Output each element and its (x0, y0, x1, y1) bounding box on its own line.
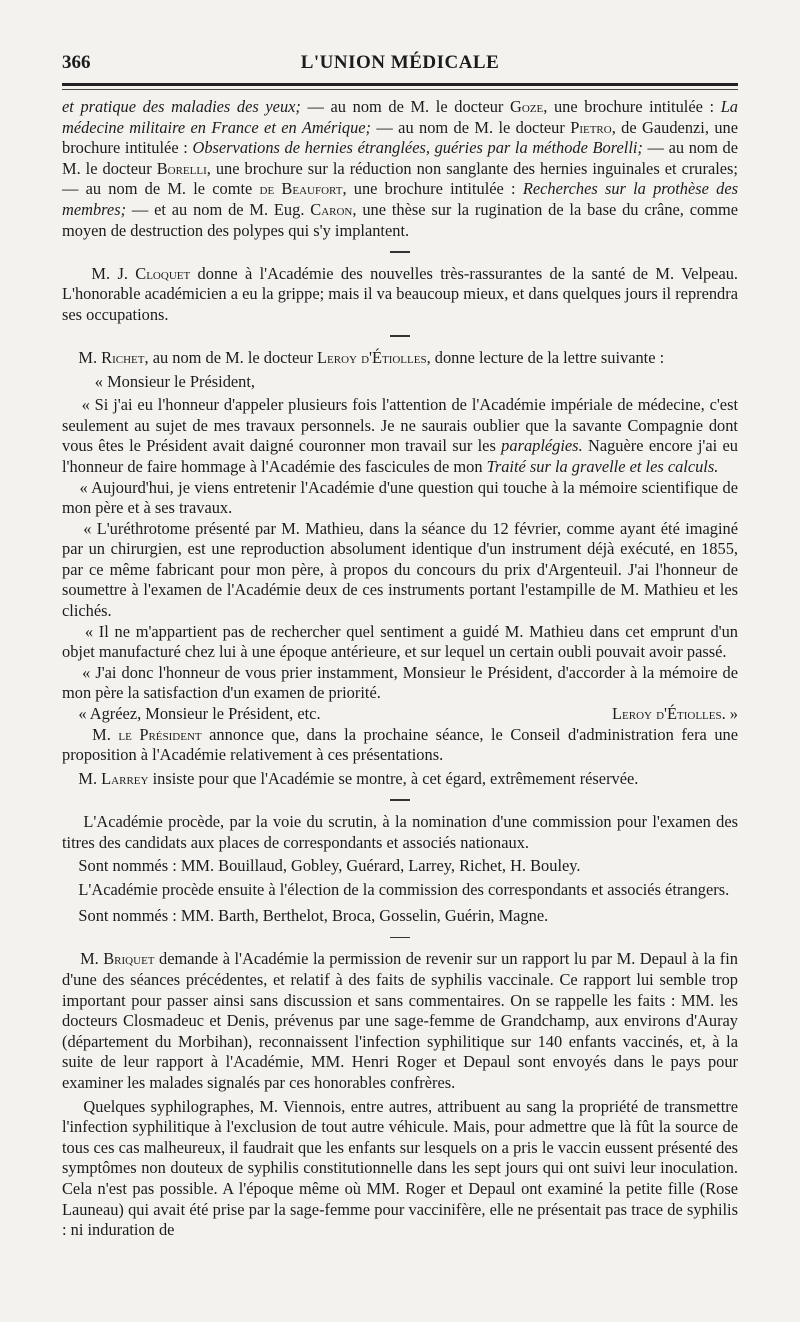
journal-title: L'UNION MÉDICALE (300, 52, 500, 73)
section-separator (390, 251, 410, 253)
paragraph-named-national: Sont nommés : MM. Bouillaud, Gobley, Guérard, Larrey, Richet, H. Bouley. (78, 856, 581, 876)
section-separator (390, 937, 410, 939)
letter-salutation: « Monsieur le Président, (94, 371, 256, 391)
letter-closing: « Agréez, Monsieur le Président, etc. (78, 704, 321, 724)
section-separator (390, 335, 410, 337)
section-separator (390, 799, 410, 801)
letter-paragraph: « J'ai donc l'honneur de vous prier instamment, Monsieur le Président, d'accorder à la mémoire de mon père la satisfaction d'un examen de priorité. (62, 662, 738, 703)
paragraph-richet: M. Richet, au nom de M. le docteur Leroy d'Étiolles, donne lecture de la lettre suivante : (78, 347, 665, 367)
paragraph-election-national: L'Académie procède, par la voie du scrutin, à la nomination d'une commission pour l'examen des titres des candidats aux places de correspondants et associés nationaux. (62, 811, 738, 852)
paragraph-cloquet: M. J. Cloquet donne à l'Académie des nouvelles très-rassurantes de la santé de M. Velpeau. L'honorable académicien a eu la grippe; mais il va beaucoup mieux, et dans quelques jours il reprendra ses occupations. (62, 263, 739, 324)
paragraph-donations: et pratique des maladies des yeux; — au nom de M. le docteur Goze, une brochure intitulée : La médecine militaire en France et en Amérique; — au nom de M. le docteur Pietro, de Gaudenzi, une brochure intitulée : Observations de hernies étranglées, guéries par la méthode Borelli; — au nom de M. le docteur Borelli, une brochure sur la réduction non sanglante des hernies inguinales et crurales; — au nom de M. le comte de Beaufort, une brochure intitulée : Recherches sur la prothèse des membres; — et au nom de M. Eug. Caron, une thèse sur la rugination de la base du crâne, comme moyen de destruction des polypes qui s'y implantent. (62, 97, 738, 240)
page-number: 366 (62, 52, 91, 73)
paragraph-election-foreign: L'Académie procède ensuite à l'élection de la commission des correspondants et associés étrangers. (78, 879, 730, 899)
letter-closing-line (62, 704, 738, 725)
letter-paragraph: « Si j'ai eu l'honneur d'appeler plusieurs fois l'attention de l'Académie impériale de médecine, c'est seulement au sujet de mes travaux personnels. Je ne saurais oublier que la savante Compagnie dont vous êtes le Président avait daigné couronner mon travail sur les paraplégies. Naguère encore j'ai eu l'honneur de faire hommage à l'Académie des fascicules de mon Traité sur la gravelle et les calculs. (62, 395, 739, 476)
letter-paragraph: « Il ne m'appartient pas de rechercher quel sentiment a guidé M. Mathieu dans cet emprunt d'un objet manufacturé chez lui à une époque antérieure, et sur lequel un certain oubli pouvait avoir passé. (62, 621, 738, 662)
letter-paragraph: « L'uréthrotome présenté par M. Mathieu, dans la séance du 12 février, comme ayant été imaginé par un chirurgien, est une reproduction absolument identique d'un instrument déjà exécuté, en 1855, par ce même fabricant pour mon père, à propos du concours du prix d'Argenteuil. J'ai l'honneur de soumettre à l'examen de l'Académie deux de ces instruments portant l'estampille de M. Mathieu et les clichés. (62, 518, 738, 621)
paragraph-syphilographes: Quelques syphilographes, M. Viennois, entre autres, attribuent au sang la propriété de transmettre l'infection syphilitique à l'exclusion de tout autre véhicule. Mais, pour admettre que là fût la source de tous ces cas malheureux, il faudrait que les enfants sur lesquels on a pris le vaccin eussent présenté des symptômes non douteux de syphilis constitutionnelle dans les sept jours qui ont suivi leur inoculation. Cela n'est pas possible. A l'époque même où MM. Roger et Depaul ont examiné la petite fille (Rose Launeau) qui avait été prise par la sage-femme pour vaccinifère, elle ne présentait pas trace de syphilis : ni induration de (62, 1096, 739, 1240)
header-rule-thin (62, 89, 738, 90)
paragraph-president: M. le Président annonce que, dans la prochaine séance, le Conseil d'administration fera une proposition à l'Académie relativement à ces présentations. (62, 724, 739, 765)
header-rule (62, 83, 738, 86)
article-body (62, 97, 738, 1241)
paragraph-named-foreign: Sont nommés : MM. Barth, Berthelot, Broca, Gosselin, Guérin, Magne. (78, 906, 549, 926)
page-header (62, 50, 738, 78)
letter-paragraph: « Aujourd'hui, je viens entretenir l'Académie d'une question qui touche à la mémoire scientifique de mon père et à ses travaux. (62, 477, 739, 518)
paragraph-briquet: M. Briquet demande à l'Académie la permission de revenir sur un rapport lu par M. Depaul à la fin d'une des séances précédentes, et relatif à des faits de syphilis vaccinale. Ce rapport lui semble trop important pour passer ainsi sans discussion et sans commentaires. On se rappelle les faits : MM. les docteurs Closmadeuc et Denis, prévenus par une sage-femme de Grandchamp, aux environs d'Auray (département du Morbihan), reconnaissent l'infection syphilitique sur 140 enfants vaccinés, et, à la suite de leur rapport à l'Académie, MM. Henri Roger et Depaul sont envoyés dans le pays pour examiner les malades signalés par ces honorables confrères. (62, 949, 738, 1092)
paragraph-larrey: M. Larrey insiste pour que l'Académie se montre, à cet égard, extrêmement réservée. (78, 768, 639, 788)
letter-signature: Leroy d'Étiolles. » (612, 704, 738, 724)
